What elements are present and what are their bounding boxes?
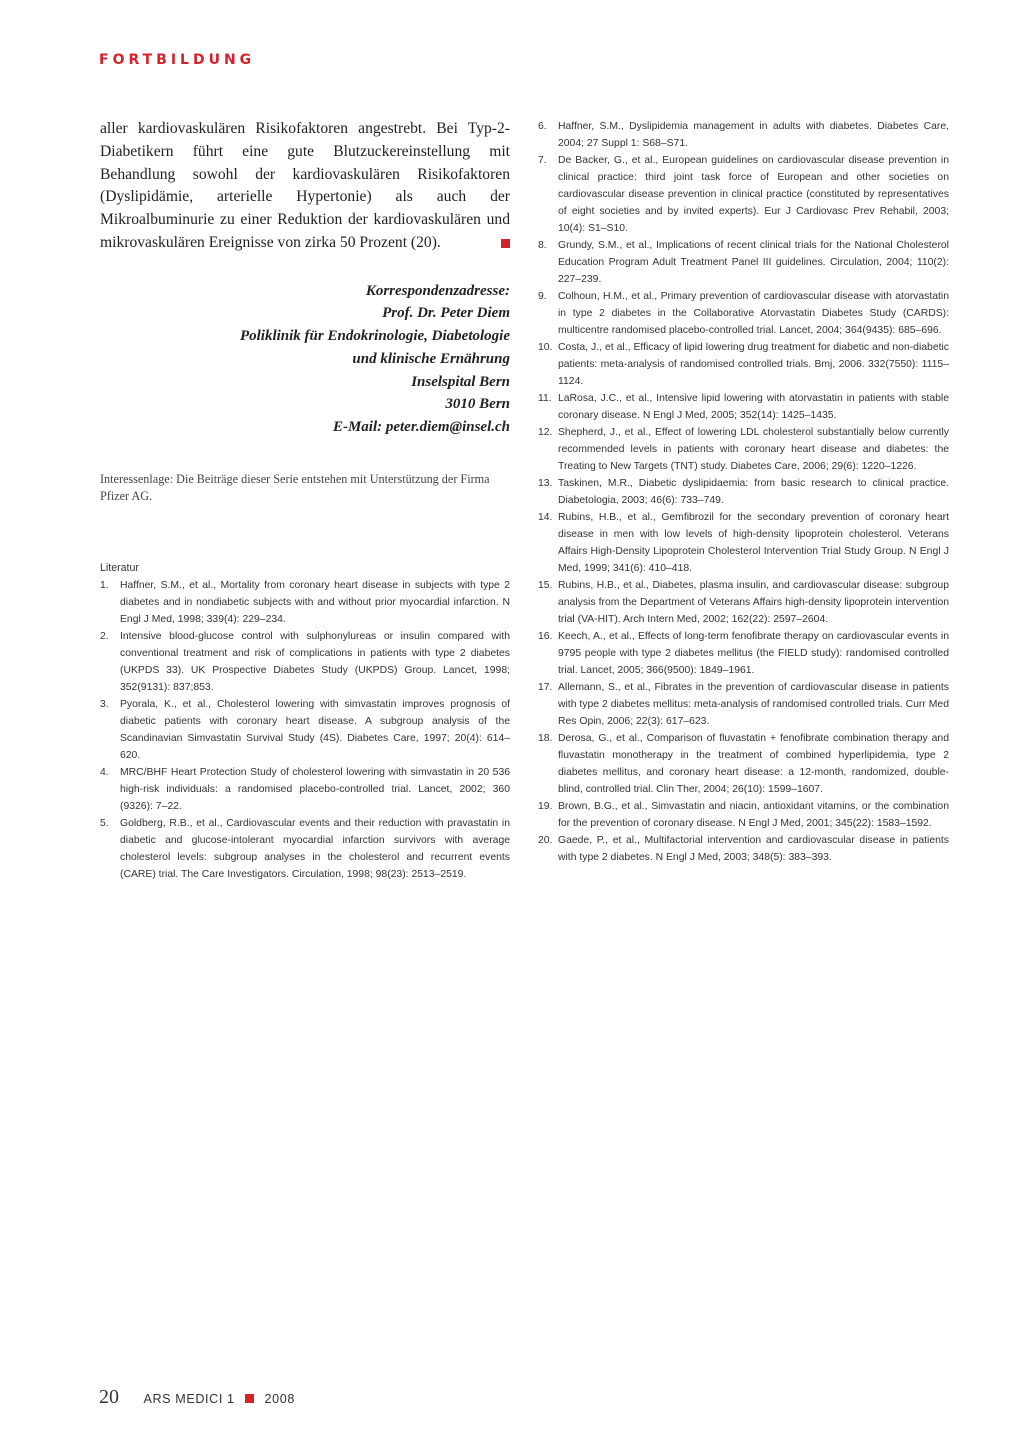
reference-number: 12.: [538, 427, 553, 438]
left-column: [100, 118, 510, 883]
reference-number: 16.: [538, 631, 553, 642]
reference-number: 15.: [538, 580, 553, 591]
page-number: 20: [99, 1386, 119, 1408]
reference-number: 4.: [100, 766, 109, 778]
reference-text: Rubins, H.B., et al., Gemfibrozil for the secondary prevention of coronary heart disease in men with low levels of high-density lipoprotein cholesterol. Veterans Affairs High-Density Lipoprotein Cholesterol Intervention Trial Study Group. N Engl J Med, 1999; 341(6): 410–418.: [558, 512, 949, 574]
footer-square-mark: [245, 1394, 254, 1403]
reference-text: Rubins, H.B., et al., Diabetes, plasma insulin, and cardiovascular disease: subgroup analysis from the Department of Veterans Affairs high-density lipoprotein intervention trial (VA-HIT). Arch Intern Med, 2002; 162(22): 2597–2604.: [558, 580, 949, 625]
reference-item: [100, 815, 510, 883]
reference-text: De Backer, G., et al., European guidelines on cardiovascular disease prevention in clinical practice: third joint task force of European and other societies on cardiovascular disease prevention in clinical practice (constituted by representatives of eight societies and by invited experts). Eur J Cardiovasc Prev Rehabil, 2003; 10(4): S1–S10.: [558, 155, 949, 234]
reference-text: Haffner, S.M., et al., Mortality from coronary heart disease in subjects with type 2 diabetes and in nondiabetic subjects with and without prior myocardial infarction. N Engl J Med, 1998; 339(4): 229–234.: [120, 579, 510, 625]
reference-item: [538, 577, 949, 628]
reference-item: [538, 679, 949, 730]
conflict-of-interest-note: Interessenlage: Die Beiträge dieser Serie entstehen mit Unterstützung der Firma Pfizer AG.: [100, 471, 490, 504]
reference-number: 5.: [100, 817, 109, 829]
reference-number: 3.: [100, 698, 109, 710]
reference-number: 8.: [538, 240, 547, 251]
page-footer: [99, 1386, 295, 1409]
body-paragraph: [100, 118, 510, 255]
reference-item: [538, 152, 949, 237]
reference-text: Intensive blood-glucose control with sulphonylureas or insulin compared with conventional treatment and risk of complications in patients with type 2 diabetes (UKPDS 33). UK Prospective Diabetes Study (UKPDS) Group. Lancet, 1998; 352(9131): 837;853.: [120, 630, 510, 693]
reference-item: [100, 577, 510, 628]
contact-email[interactable]: E-Mail: peter.diem@insel.ch: [332, 419, 510, 435]
correspondence-address: [100, 280, 510, 439]
reference-text: Colhoun, H.M., et al., Primary prevention of cardiovascular disease with atorvastatin in type 2 diabetes in the Collaborative Atorvastatin Diabetes Study (CARDS): multicentre randomised placebo-controlled trial. Lancet, 2004; 364(9435): 685–696.: [558, 291, 949, 336]
journal-name: ARS MEDICI 1: [143, 1392, 235, 1406]
right-column: [538, 118, 949, 866]
contact-hospital: Inselspital Bern: [411, 373, 510, 390]
reference-number: 14.: [538, 512, 553, 523]
reference-item: [100, 696, 510, 764]
reference-item: [538, 509, 949, 577]
reference-item: [538, 475, 949, 509]
reference-list-right: [538, 118, 949, 866]
end-of-article-mark: [501, 239, 510, 248]
reference-number: 7.: [538, 155, 547, 166]
literature-heading: Literatur: [100, 561, 139, 574]
reference-number: 1.: [100, 579, 109, 591]
reference-item: [538, 798, 949, 832]
reference-text: Allemann, S., et al., Fibrates in the prevention of cardiovascular disease in patients with type 2 diabetes mellitus: meta-analysis of randomised controlled trials. Curr Med Res Opin, 2006; 22(3): 617–623.: [558, 682, 949, 727]
journal-year: 2008: [264, 1392, 295, 1406]
reference-number: 6.: [538, 121, 547, 132]
reference-text: Grundy, S.M., et al., Implications of recent clinical trials for the National Cholesterol Education Program Adult Treatment Panel III guidelines. Circulation, 2004; 110(2): 227–239.: [558, 240, 949, 285]
reference-number: 17.: [538, 682, 553, 693]
reference-number: 10.: [538, 342, 553, 353]
reference-text: Gaede, P., et al., Multifactorial intervention and cardiovascular disease in patients with type 2 diabetes. N Engl J Med, 2003; 348(5): 383–393.: [558, 835, 949, 863]
reference-text: MRC/BHF Heart Protection Study of cholesterol lowering with simvastatin in 20 536 high-risk individuals: a randomised placebo-controlled trial. Lancet, 2002; 360 (9326): 7–22.: [120, 766, 510, 812]
contact-heading: Korrespondenzadresse:: [365, 282, 510, 299]
reference-item: [538, 237, 949, 288]
reference-item: [538, 832, 949, 866]
reference-item: [538, 628, 949, 679]
section-label: FORTBILDUNG: [99, 52, 256, 68]
contact-dept-2: und klinische Ernährung: [352, 350, 510, 367]
reference-item: [538, 424, 949, 475]
reference-number: 9.: [538, 291, 547, 302]
reference-text: Derosa, G., et al., Comparison of fluvastatin + fenofibrate combination therapy and fluvastatin monotherapy in the treatment of combined hyperlipidemia, type 2 diabetes mellitus, and coronary heart disease: a 12-month, randomized, double-blind, controlled trial. Clin Ther, 2004; 26(10): 1599–1607.: [558, 733, 949, 795]
reference-text: Goldberg, R.B., et al., Cardiovascular events and their reduction with pravastatin in diabetic and glucose-intolerant myocardial infarction survivors with average cholesterol levels: subgroup analyses in the cholesterol and recurrent events (CARE) trial. The Care Investigators. Circulation, 1998; 98(23): 2513–2519.: [120, 817, 510, 880]
reference-item: [538, 288, 949, 339]
reference-text: Brown, B.G., et al., Simvastatin and niacin, antioxidant vitamins, or the combination for the prevention of coronary disease. N Engl J Med, 2001; 345(22): 1583–1592.: [558, 801, 949, 829]
reference-item: [538, 730, 949, 798]
contact-city: 3010 Bern: [445, 396, 510, 413]
reference-text: Taskinen, M.R., Diabetic dyslipidaemia: from basic research to clinical practice. Diabetologia, 2003; 46(6): 733–749.: [558, 478, 949, 506]
reference-number: 13.: [538, 478, 553, 489]
reference-text: Keech, A., et al., Effects of long-term fenofibrate therapy on cardiovascular events in 9795 people with type 2 diabetes mellitus (the FIELD study): randomised controlled trial. Lancet, 2005; 366(9500): 1849–1961.: [558, 631, 949, 676]
contact-dept-1: Poliklinik für Endokrinologie, Diabetologie: [239, 328, 510, 345]
reference-item: [538, 118, 949, 152]
reference-item: [538, 339, 949, 390]
reference-text: Shepherd, J., et al., Effect of lowering LDL cholesterol substantially below currently recommended levels in patients with coronary heart disease and diabetes: the Treating to New Targets (TNT) study. Diabetes Care, 2006; 29(6): 1220–1226.: [558, 427, 949, 472]
reference-text: LaRosa, J.C., et al., Intensive lipid lowering with atorvastatin in patients with stable coronary disease. N Engl J Med, 2005; 352(14): 1425–1435.: [558, 393, 949, 421]
reference-number: 18.: [538, 733, 553, 744]
reference-list-left: [100, 577, 510, 883]
reference-item: [100, 764, 510, 815]
reference-number: 20.: [538, 835, 553, 846]
reference-number: 11.: [538, 393, 552, 404]
reference-number: 19.: [538, 801, 553, 812]
contact-name: Prof. Dr. Peter Diem: [382, 305, 510, 322]
reference-text: Pyorala, K., et al., Cholesterol lowering with simvastatin improves prognosis of diabetic patients with coronary heart disease. A subgroup analysis of the Scandinavian Simvastatin Survival Study (4S). Diabetes Care, 1997; 20(4): 614–620.: [120, 698, 510, 761]
reference-item: [538, 390, 949, 424]
reference-item: [100, 628, 510, 696]
reference-text: Haffner, S.M., Dyslipidemia management in adults with diabetes. Diabetes Care, 2004; 27 Suppl 1: S68–S71.: [558, 121, 949, 149]
reference-number: 2.: [100, 630, 109, 642]
body-text: aller kardiovaskulären Risikofaktoren angestrebt. Bei Typ-2-Diabetikern führt eine gute Blutzuckereinstellung mit Behandlung sowohl der kardiovaskulären Risikofaktoren (Dyslipidämie, arterielle Hypertonie) als auch der Mikroalbuminurie zu einer Reduktion der kardiovaskulären und mikrovaskulären Ereignisse von zirka 50 Prozent (20).: [100, 120, 510, 251]
reference-text: Costa, J., et al., Efficacy of lipid lowering drug treatment for diabetic and non-diabetic patients: meta-analysis of randomised controlled trials. Bmj, 2006. 332(7550): 1115–1124.: [558, 342, 949, 387]
